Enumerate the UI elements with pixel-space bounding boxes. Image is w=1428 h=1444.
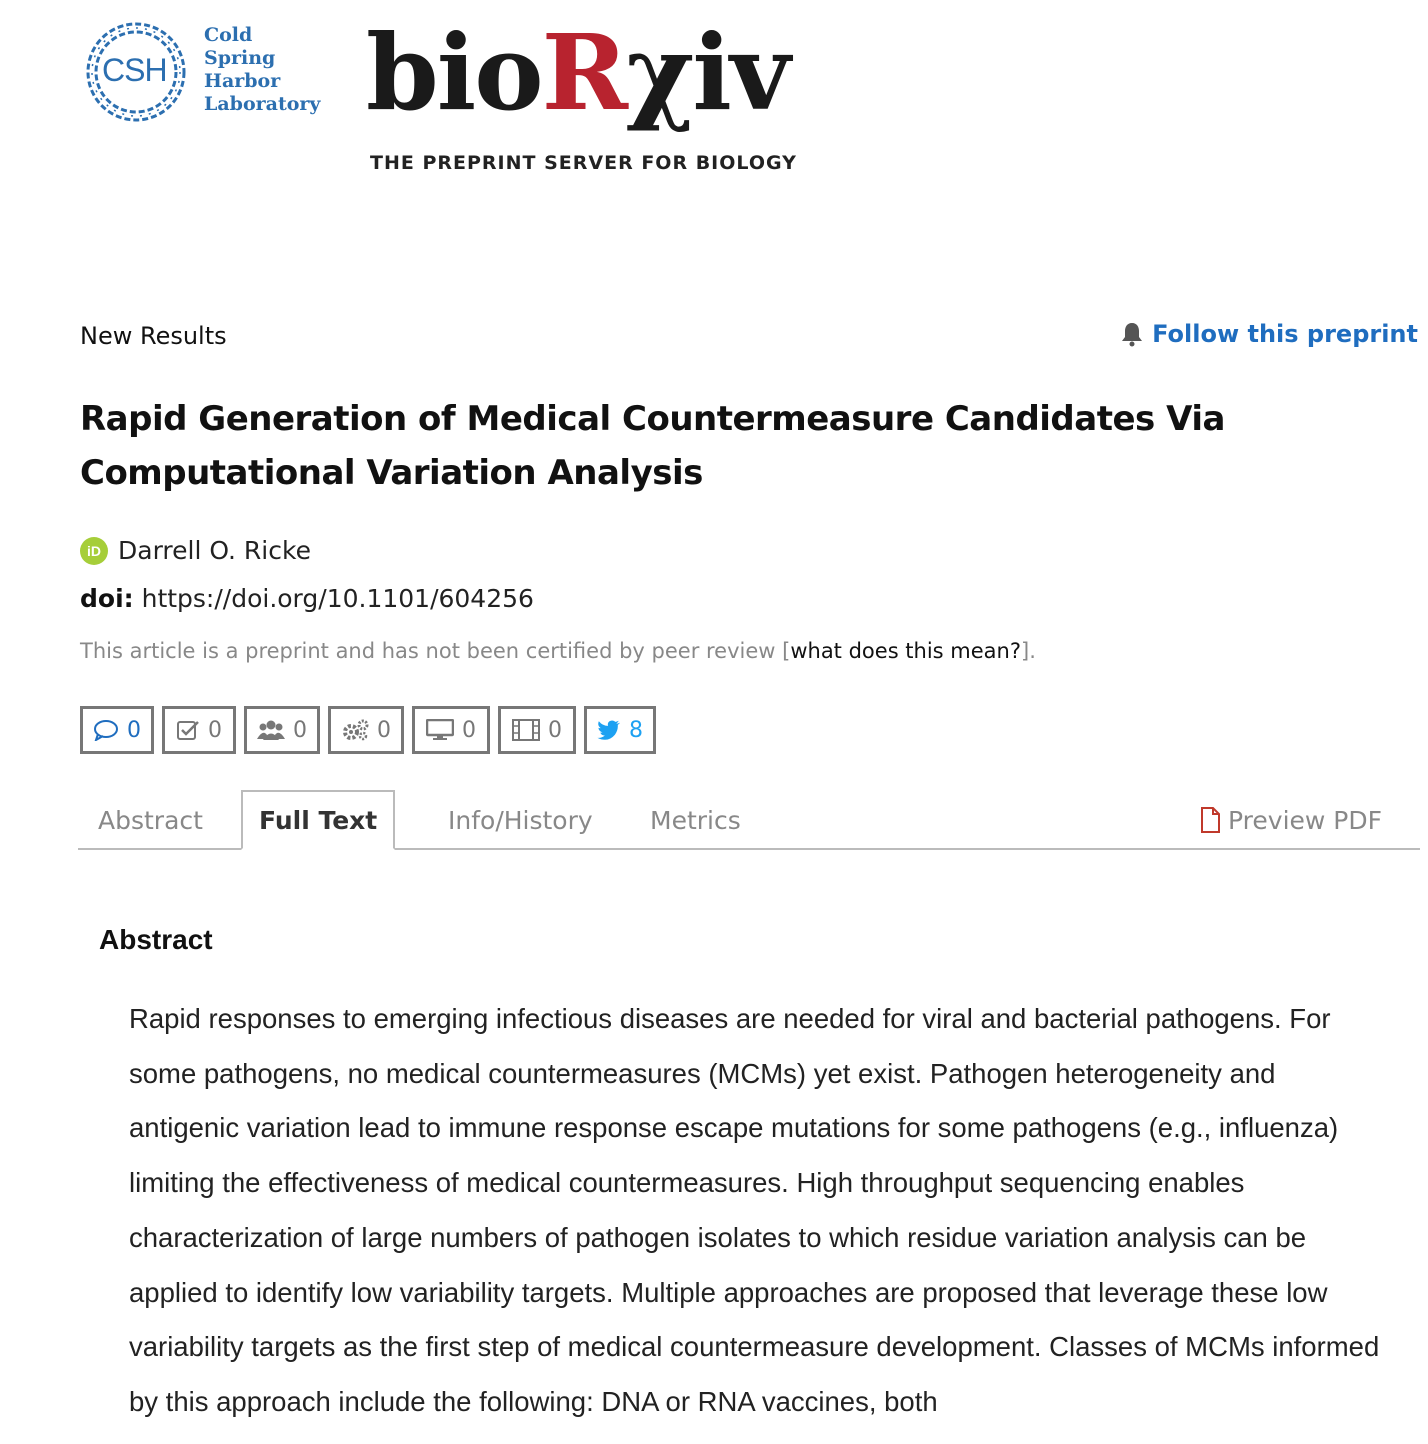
blogs-metric[interactable]: 0	[412, 706, 490, 754]
tab-metrics[interactable]: Metrics	[650, 805, 741, 835]
comment-icon	[93, 719, 119, 741]
biorxiv-logo[interactable]	[366, 11, 806, 178]
tab-info-history[interactable]: Info/History	[448, 805, 593, 835]
orcid-icon[interactable]: iD	[80, 537, 108, 565]
csh-wordmark: Cold Spring Harbor Laboratory	[204, 24, 321, 115]
monitor-icon	[426, 719, 454, 741]
reviews-metric[interactable]: 0	[162, 706, 236, 754]
doi-line	[80, 584, 534, 613]
biorxiv-wordmark: bioRχiv	[366, 11, 789, 134]
users-icon	[257, 719, 285, 741]
twitter-icon	[597, 719, 621, 741]
abstract-body: Rapid responses to emerging infectious diseases are needed for viral and bacterial pathogens. For some pathogens, no medical countermeasures (MCMs) yet exist. Pathogen heterogeneity and antigenic variation lead to immune response escape mutations for some pathogens (e.g., influenza) limiting the effectiveness of medical countermeasures. High throughput sequencing enables characterization of large numbers of pathogen isolates to which residue variation analysis can be applied to identify low variability targets. Multiple approaches are proposed that leverage these low variability targets as the first step of medical countermeasure development. Classes of MCMs informed by this approach include the following: DNA or RNA vaccines, both	[129, 1003, 1380, 1417]
article-type-label: New Results	[80, 322, 227, 350]
metrics-bar	[80, 706, 656, 754]
automated-metric[interactable]: 0	[328, 706, 404, 754]
article-tabs	[78, 790, 1420, 850]
csh-monogram: CSH	[102, 52, 167, 88]
preprint-notice: This article is a preprint and has not been certified by peer review [what does this mean?].	[80, 639, 1036, 663]
videos-metric[interactable]: 0	[498, 706, 576, 754]
comments-metric[interactable]: 0	[80, 706, 154, 754]
check-icon	[176, 719, 200, 741]
follow-label: Follow this preprint	[1152, 320, 1418, 348]
preview-pdf-link[interactable]	[1200, 790, 1382, 850]
community-metric[interactable]: 0	[244, 706, 320, 754]
author-line	[80, 536, 311, 565]
tab-full-text[interactable]: Full Text	[241, 790, 395, 850]
twitter-metric[interactable]: 8	[584, 706, 656, 754]
what-does-this-mean-link[interactable]: what does this mean?	[790, 639, 1021, 663]
doi-link[interactable]: https://doi.org/10.1101/604256	[141, 584, 534, 613]
gears-icon	[341, 719, 369, 741]
biorxiv-tagline: THE PREPRINT SERVER FOR BIOLOGY	[370, 152, 797, 174]
csh-logo[interactable]	[82, 16, 321, 128]
abstract-heading: Abstract	[99, 924, 213, 955]
article-title: Rapid Generation of Medical Countermeasure Candidates Via Computational Variation Analysis	[80, 399, 1225, 493]
author-name[interactable]: Darrell O. Ricke	[118, 536, 311, 565]
tab-abstract[interactable]: Abstract	[98, 805, 203, 835]
pdf-file-icon	[1200, 807, 1220, 833]
film-icon	[512, 719, 540, 741]
preview-pdf-label: Preview PDF	[1228, 805, 1382, 835]
follow-preprint-link[interactable]	[1120, 320, 1418, 348]
bell-icon	[1120, 321, 1144, 347]
doi-label: doi:	[80, 584, 134, 613]
